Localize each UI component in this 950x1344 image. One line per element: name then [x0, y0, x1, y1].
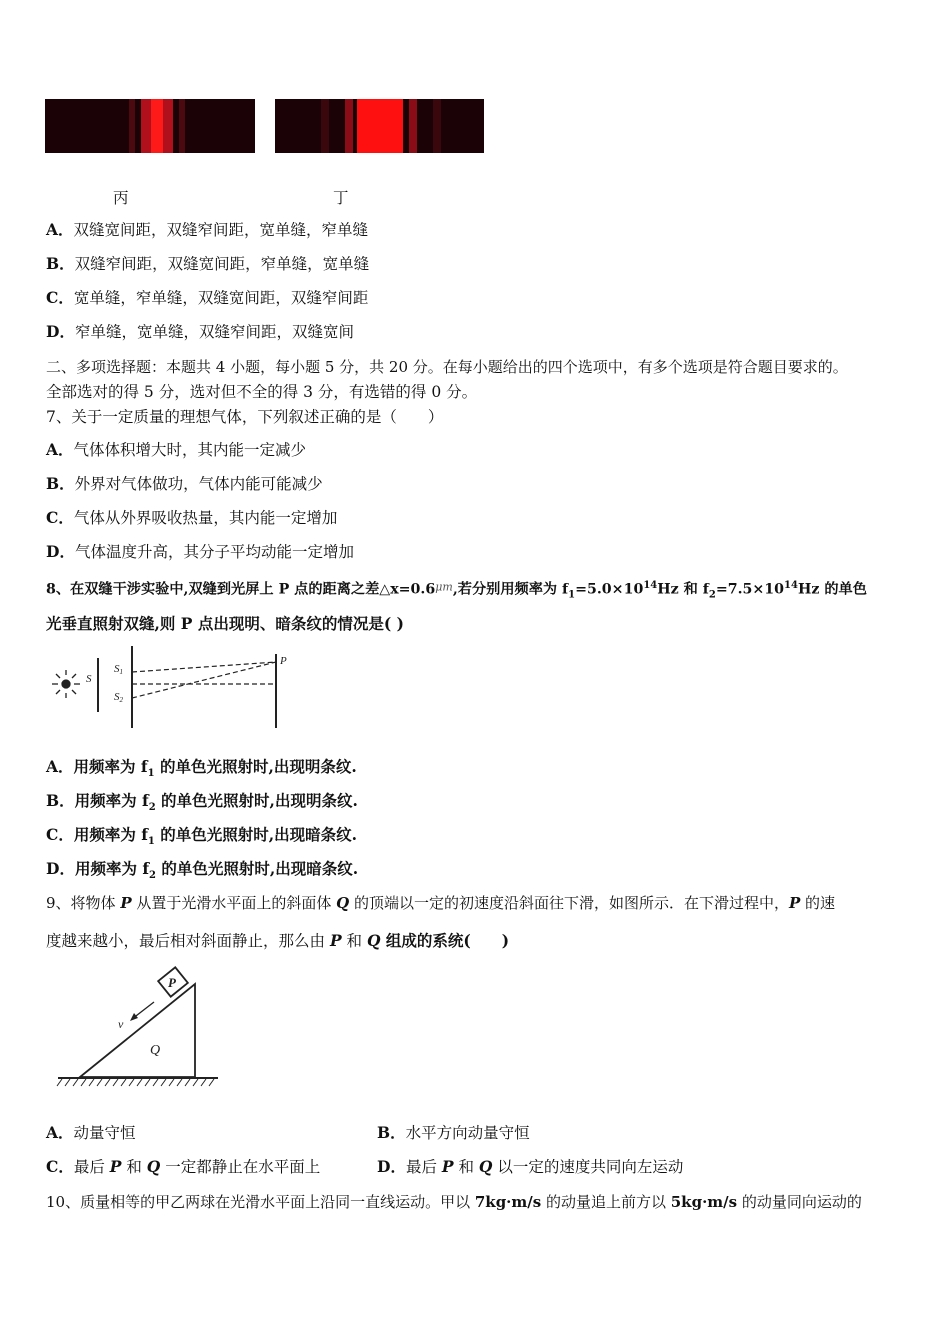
- ray-s1-p: [132, 662, 276, 672]
- q6-option-c: C．宽单缝，窄单缝，双缝宽间距，双缝窄间距: [46, 288, 369, 307]
- q8-option-b: B．用频率为 $f_2$ 的单色光照射时,出现明条纹.: [46, 791, 358, 814]
- q8-stem: 8、在双缝干涉实验中,双缝到光屏上 P 点的距离之差$\triangle x=0.6^{\mu m}$,若分别用频率为 $f_1=5.0\times 10^{14}Hz$ 和 $f_2=7.5\times 10^{14}Hz$ 的单色: [46, 580, 867, 601]
- q8-option-d: D．用频率为 $f_2$ 的单色光照射时,出现暗条纹.: [46, 859, 359, 882]
- label-s1: S1: [114, 663, 123, 676]
- q8-option-c: C．用频率为 $f_1$ 的单色光照射时,出现暗条纹.: [46, 825, 358, 848]
- q7-option-c: C．气体从外界吸收热量，其内能一定增加: [46, 508, 338, 527]
- q8-stem-line2: 光垂直照射双缝,则 P 点出现明、暗条纹的情况是( ): [46, 614, 404, 633]
- fringe-label-left: 丙: [113, 189, 129, 207]
- fringe-label-right: 丁: [333, 189, 349, 207]
- q9-stem-line2: 度越来越小，最后相对斜面静止，那么由 P 和 Q 组成的系统( ): [46, 931, 510, 950]
- label-p: P: [280, 655, 287, 667]
- label-s2: S2: [114, 691, 123, 704]
- wedge-q: [80, 984, 195, 1077]
- q7-stem: 7、关于一定质量的理想气体，下列叙述正确的是（ ）: [46, 408, 444, 426]
- q9-option-b: B．水平方向动量守恒: [377, 1123, 530, 1142]
- q6-option-d: D．窄单缝，宽单缝，双缝窄间距，双缝宽间: [46, 322, 354, 341]
- velocity-arrowhead: [130, 1013, 138, 1021]
- q7-option-a: A．气体体积增大时，其内能一定减少: [46, 440, 307, 459]
- section2-scoring: 全部选对的得 5 分，选对但不全的得 3 分，有选错的得 0 分。: [46, 383, 478, 401]
- light-source-icon: [52, 670, 80, 698]
- fringe-pattern-left: [45, 99, 255, 153]
- label-velocity: v: [118, 1017, 124, 1031]
- q6-option-a: A．双缝宽间距，双缝窄间距，宽单缝，窄单缝: [46, 220, 369, 239]
- q7-option-b: B．外界对气体做功，气体内能可能减少: [46, 474, 323, 493]
- q9-option-c: C．最后 P 和 Q 一定都静止在水平面上: [46, 1157, 321, 1176]
- label-wedge-q: Q: [150, 1043, 161, 1058]
- ground-hatching: [57, 1079, 214, 1086]
- incline-diagram: [54, 964, 224, 1094]
- q6-option-b: B．双缝窄间距，双缝宽间距，窄单缝，宽单缝: [46, 254, 370, 273]
- q10-stem: 10、质量相等的甲乙两球在光滑水平面上沿同一直线运动。甲以 7kg·m/s 的动量追上前方以 5kg·m/s 的动量同向运动的: [46, 1193, 862, 1211]
- section2-heading: 二、多项选择题：本题共 4 小题，每小题 5 分，共 20 分。在每小题给出的四个选项中，有多个选项是符合题目要求的。: [46, 358, 848, 376]
- micrometer-unit: μm: [435, 580, 453, 594]
- q9-option-a: A．动量守恒: [46, 1123, 136, 1142]
- q7-option-d: D．气体温度升高，其分子平均动能一定增加: [46, 542, 354, 561]
- q8-option-a: A．用频率为 $f_1$ 的单色光照射时,出现明条纹.: [46, 757, 357, 780]
- label-s: S: [86, 673, 92, 685]
- label-block-p: P: [168, 975, 176, 990]
- q9-option-d: D．最后 P 和 Q 以一定的速度共同向左运动: [377, 1157, 684, 1176]
- double-slit-diagram: [44, 644, 294, 730]
- q9-stem: 9、将物体 P 从置于光滑水平面上的斜面体 Q 的顶端以一定的初速度沿斜面往下滑，如图所示．在下滑过程中，P 的速: [46, 894, 836, 912]
- fringe-pattern-right: [275, 99, 484, 153]
